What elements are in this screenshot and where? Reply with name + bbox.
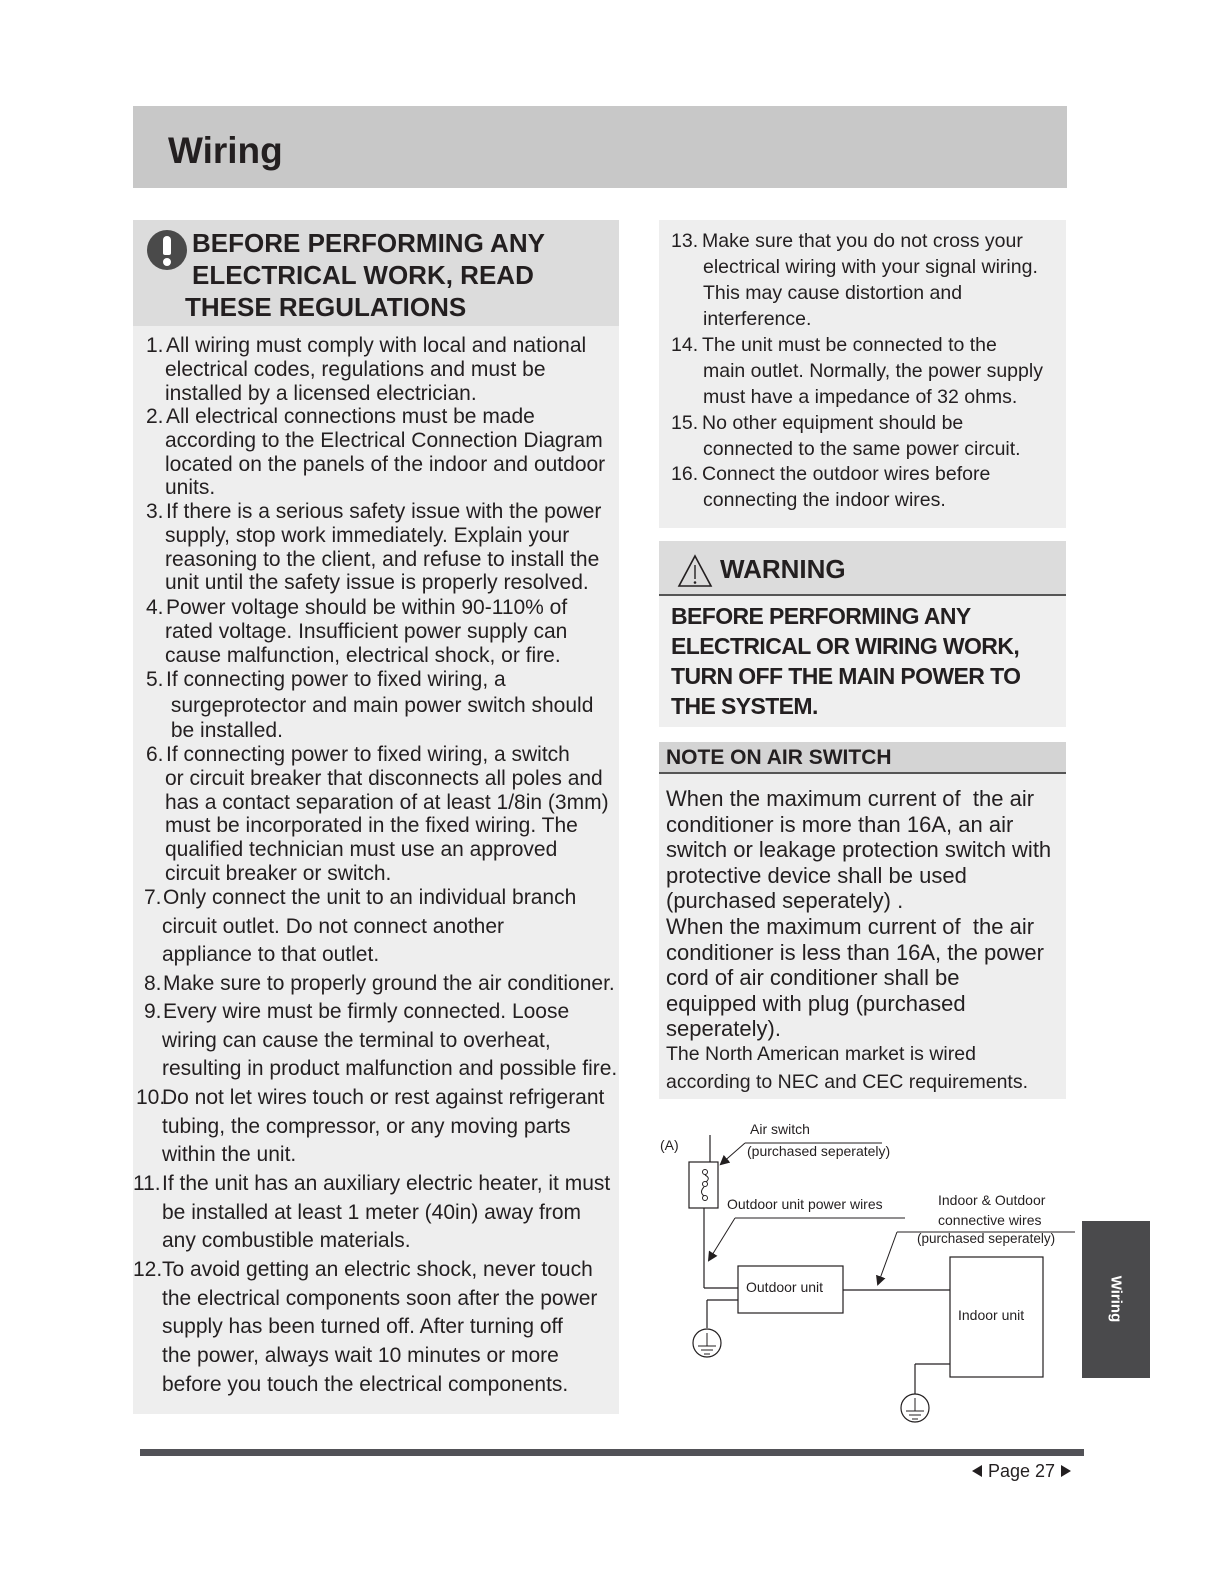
list-item-text: interference. (703, 308, 812, 330)
exclamation-circle-icon (147, 230, 187, 270)
list-item-text: be installed at least 1 meter (40in) away from (162, 1200, 582, 1224)
list-item-number: 7. (144, 886, 162, 909)
connective-wires-label-2: connective wires (938, 1212, 1042, 1228)
note-line: conditioner is less than 16A, the power (666, 939, 1044, 965)
warning-line: BEFORE PERFORMING ANY (671, 603, 971, 629)
regulations-heading (133, 220, 619, 326)
list-item-text: No other equipment should be (702, 412, 964, 434)
page-navigation (972, 1460, 1071, 1482)
list-item-text: qualified technician must use an approved (165, 838, 558, 862)
note-title: NOTE ON AIR SWITCH (666, 746, 892, 769)
list-item-text: Every wire must be firmly connected. Loose (163, 1000, 570, 1023)
list-item-text: rated voltage. Insufficient power supply can (165, 619, 568, 643)
list-item-text: tubing, the compressor, or any moving parts (162, 1114, 571, 1138)
list-item-number: 3. (146, 500, 164, 523)
list-item-text: Connect the outdoor wires before (702, 463, 991, 485)
list-item-text: The unit must be connected to the (702, 334, 997, 356)
list-item-text: any combustible materials. (162, 1229, 411, 1253)
page-title: Wiring (168, 130, 283, 171)
list-item-number: 15. (671, 412, 699, 434)
warning-box (659, 541, 1066, 727)
list-item-number: 6. (146, 743, 164, 766)
note-line: When the maximum current of the air (666, 786, 1035, 811)
list-item-text: circuit outlet. Do not connect another (162, 914, 505, 938)
list-item-number: 12. (133, 1258, 163, 1281)
list-item-number: 1. (146, 334, 164, 357)
warning-line: TURN OFF THE MAIN POWER TO (671, 663, 1021, 689)
outdoor-unit-label: Outdoor unit (746, 1279, 824, 1295)
list-item-text: main outlet. Normally, the power supply (703, 360, 1043, 382)
list-item-number: 5. (146, 668, 164, 691)
list-item-text: If connecting power to fixed wiring, a switch (166, 743, 570, 766)
section-side-tab[interactable] (1082, 1221, 1150, 1378)
list-item-text: before you touch the electrical components. (162, 1372, 569, 1396)
title-bar (133, 106, 1067, 188)
list-item-number: 9. (144, 1000, 162, 1023)
list-item-text: circuit breaker or switch. (165, 862, 392, 885)
list-item-number: 2. (146, 405, 164, 428)
list-item-text: be installed. (165, 719, 283, 742)
list-item-text: Only connect the unit to an individual branch (163, 886, 577, 909)
list-item-text: located on the panels of the indoor and outdoor (165, 452, 606, 476)
list-item-text: connected to the same power circuit. (703, 438, 1021, 460)
list-item-number: 8. (144, 972, 162, 995)
warning-title: WARNING (720, 554, 846, 584)
regulations-heading-line: BEFORE PERFORMING ANY (192, 228, 545, 258)
list-item-text: resulting in product malfunction and possible fire. (162, 1057, 618, 1081)
list-item-number: 13. (671, 230, 699, 252)
ground-symbol-icon (693, 1329, 721, 1357)
outdoor-power-wires-label: Outdoor unit power wires (727, 1196, 883, 1212)
note-line: (purchased seperately) . (666, 888, 904, 914)
regulations-heading-line: ELECTRICAL WORK, READ (192, 260, 534, 290)
list-item-text: has a contact separation of at least 1/8in (3mm) (165, 790, 609, 814)
air-switch-label: Air switch (750, 1121, 810, 1137)
list-item-number: 10. (136, 1086, 166, 1109)
note-line: When the maximum current of the air (666, 914, 1035, 939)
list-item-text: Make sure to properly ground the air conditioner. (163, 972, 615, 995)
list-item-number: 4. (146, 596, 164, 619)
list-item-text: surgeprotector and main power switch should (165, 693, 594, 717)
list-item-text: wiring can cause the terminal to overheat, (162, 1028, 551, 1052)
warning-line: ELECTRICAL OR WIRING WORK, (671, 633, 1020, 659)
list-item-number: 11. (133, 1172, 161, 1195)
note-line: according to NEC and CEC requirements. (666, 1070, 1028, 1093)
note-line: protective device shall be used (666, 862, 967, 888)
triangle-left-icon[interactable] (972, 1465, 982, 1477)
list-item-text: unit until the safety issue is properly resolved. (165, 571, 589, 595)
list-item-text: Make sure that you do not cross your (702, 230, 1023, 252)
note-line: switch or leakage protection switch with (666, 837, 1052, 863)
warning-line: THE SYSTEM. (671, 693, 818, 719)
list-item-text: All wiring must comply with local and national (166, 334, 587, 357)
list-item-number: 14. (671, 334, 699, 356)
list-item-text: must have a impedance of 32 ohms. (703, 386, 1018, 408)
list-item-text: installed by a licensed electrician. (165, 381, 477, 405)
note-line: conditioner is more than 16A, an air (666, 811, 1014, 837)
list-item-text: Power voltage should be within 90-110% of (166, 596, 568, 619)
regulations-heading-line: THESE REGULATIONS (185, 292, 467, 322)
ground-symbol-icon (901, 1394, 929, 1422)
warning-triangle-icon (677, 554, 713, 588)
note-line: cord of air conditioner shall be (666, 965, 960, 991)
list-item-text: supply, stop work immediately. Explain your (165, 523, 570, 547)
note-heading (659, 742, 1066, 774)
list-item-text: electrical wiring with your signal wiring. (703, 256, 1038, 278)
list-item-text: connecting the indoor wires. (703, 489, 946, 511)
regulations-box (133, 220, 619, 1414)
note-line: seperately). (666, 1016, 781, 1042)
list-item-text: reasoning to the client, and refuse to install the (165, 547, 600, 571)
list-item-text: This may cause distortion and (703, 282, 963, 304)
list-item-text: If connecting power to fixed wiring, a (166, 668, 506, 691)
list-item-text: To avoid getting an electric shock, never touch (162, 1258, 593, 1281)
section-side-tab-label: Wiring (1107, 1275, 1125, 1323)
note-line: The North American market is wired (666, 1043, 976, 1065)
list-item-text: within the unit. (162, 1143, 297, 1167)
list-item-text: electrical codes, regulations and must be (165, 357, 546, 381)
indoor-unit-label: Indoor unit (958, 1307, 1025, 1323)
note-body (659, 774, 1066, 1099)
air-switch-note: (purchased seperately) (747, 1143, 891, 1159)
list-item-text: supply has been turned off. After turning off (162, 1315, 563, 1339)
regulations-list-continued (659, 220, 1066, 528)
wiring-diagram (655, 1110, 1075, 1430)
list-item-text: or circuit breaker that disconnects all poles and (165, 766, 603, 790)
list-item-text: according to the Electrical Connection Diagram (165, 428, 603, 452)
note-line: equipped with plug (purchased (666, 990, 966, 1016)
footer-rule (140, 1449, 1084, 1456)
list-item-text: units. (165, 476, 216, 500)
list-item-text: the power, always wait 10 minutes or more (162, 1344, 559, 1368)
list-item-text: Do not let wires touch or rest against refrigerant (162, 1086, 605, 1109)
list-item-text: cause malfunction, electrical shock, or fire. (165, 643, 561, 667)
connective-wires-note: (purchased seperately) (917, 1231, 1056, 1246)
warning-body (671, 601, 1020, 721)
list-item-number: 16. (671, 463, 699, 485)
list-item-text: appliance to that outlet. (162, 943, 380, 967)
list-item-text: must be incorporated in the fixed wiring. The (165, 814, 578, 838)
list-item-text: All electrical connections must be made (166, 405, 535, 428)
triangle-right-icon[interactable] (1061, 1465, 1071, 1477)
warning-heading (659, 541, 1066, 596)
list-item-text: If there is a serious safety issue with the power (166, 500, 602, 523)
page-number: Page 27 (988, 1460, 1056, 1481)
list-item-text: the electrical components soon after the power (162, 1286, 598, 1310)
connective-wires-label-1: Indoor & Outdoor (938, 1192, 1046, 1208)
label-a: (A) (660, 1137, 679, 1153)
list-item-text: If the unit has an auxiliary electric heater, it must (162, 1172, 611, 1195)
